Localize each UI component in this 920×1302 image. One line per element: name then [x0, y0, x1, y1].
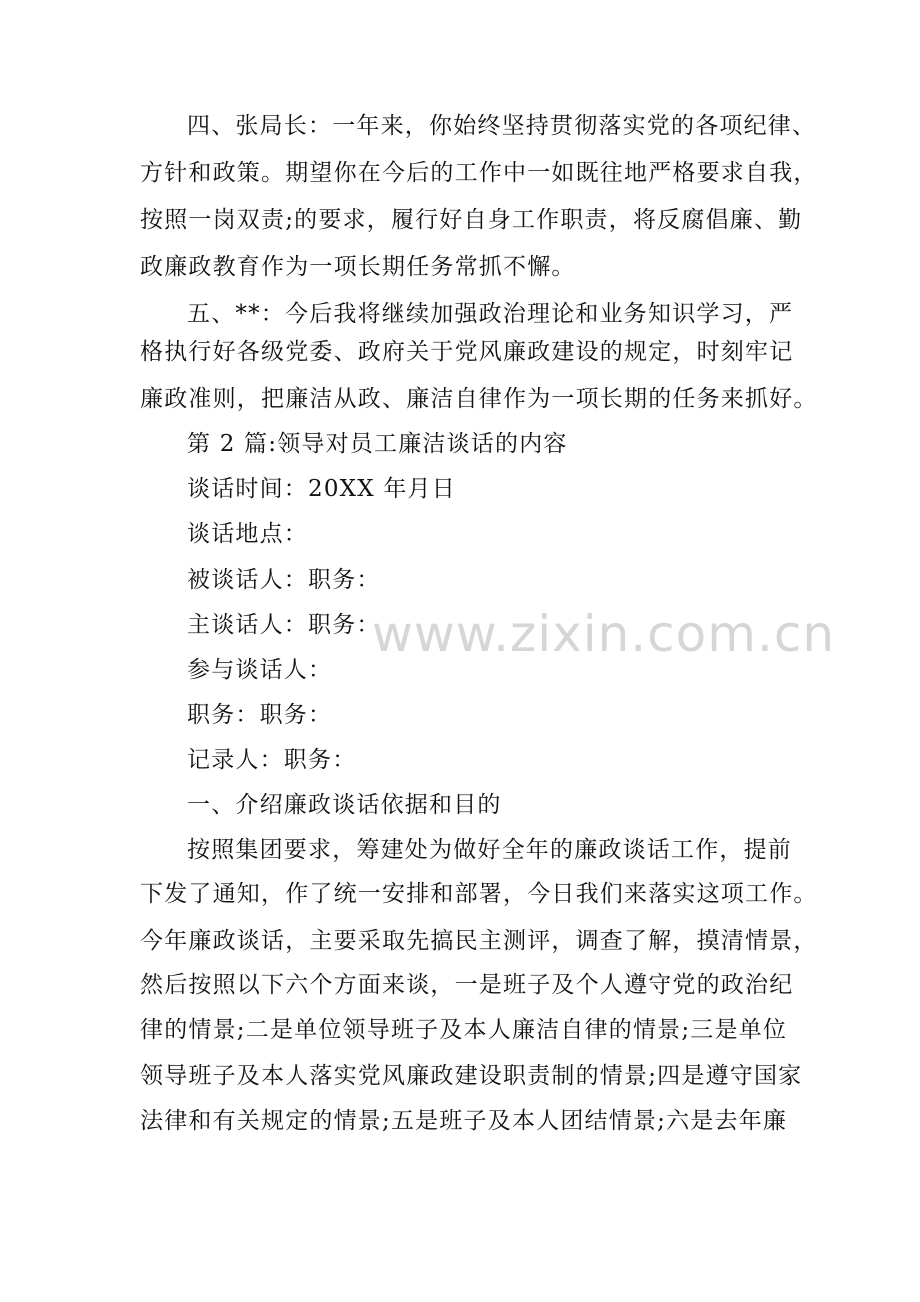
section-heading: 第 2 篇:领导对员工廉洁谈话的内容	[187, 431, 568, 457]
field-line: 谈话地点：	[187, 521, 308, 547]
paragraph-line: 五、**：今后我将继续加强政治理论和业务知识学习，严	[187, 301, 794, 327]
subsection-heading: 一、介绍廉政谈话依据和目的	[187, 792, 502, 818]
paragraph-line: 律的情景;二是单位领导班子及本人廉洁自律的情景;三是单位	[140, 1017, 788, 1043]
paragraph-line: 格执行好各级党委、政府关于党风廉政建设的规定，时刻牢记	[140, 339, 794, 365]
paragraph-line: 领导班子及本人落实党风廉政建设职责制的情景;四是遵守国家	[140, 1063, 803, 1089]
paragraph-line: 按照一岗双责;的要求，履行好自身工作职责，将反腐倡廉、勤	[140, 207, 803, 233]
field-line: 职务：职务：	[187, 702, 333, 728]
paragraph-line: 今年廉政谈话，主要采取先搞民主测评，调查了解，摸清情景，	[140, 928, 818, 954]
watermark: www.zixin.com.cn	[372, 605, 836, 663]
paragraph-line: 按照集团要求，筹建处为做好全年的廉政谈话工作，提前	[187, 837, 792, 863]
paragraph-line: 廉政准则，把廉洁从政、廉洁自律作为一项长期的任务来抓好。	[140, 386, 818, 412]
field-line: 参与谈话人：	[187, 657, 333, 683]
paragraph-line: 然后按照以下六个方面来谈，一是班子及个人遵守党的政治纪	[140, 972, 794, 998]
paragraph-line: 四、张局长：一年来，你始终坚持贯彻落实党的各项纪律、	[187, 113, 817, 139]
field-line: 被谈话人：职务：	[187, 567, 381, 593]
field-line: 记录人：职务：	[187, 747, 357, 773]
paragraph-line: 法律和有关规定的情景;五是班子及本人团结情景;六是去年廉	[140, 1108, 788, 1134]
paragraph-line: 方针和政策。期望你在今后的工作中一如既往地严格要求自我，	[140, 160, 818, 186]
paragraph-line: 政廉政教育作为一项长期任务常抓不懈。	[140, 254, 576, 280]
paragraph-line: 下发了通知，作了统一安排和部署，今日我们来落实这项工作。	[140, 881, 818, 907]
field-line: 谈话时间：20XX 年月日	[187, 476, 456, 502]
field-line: 主谈话人：职务：	[187, 612, 381, 638]
